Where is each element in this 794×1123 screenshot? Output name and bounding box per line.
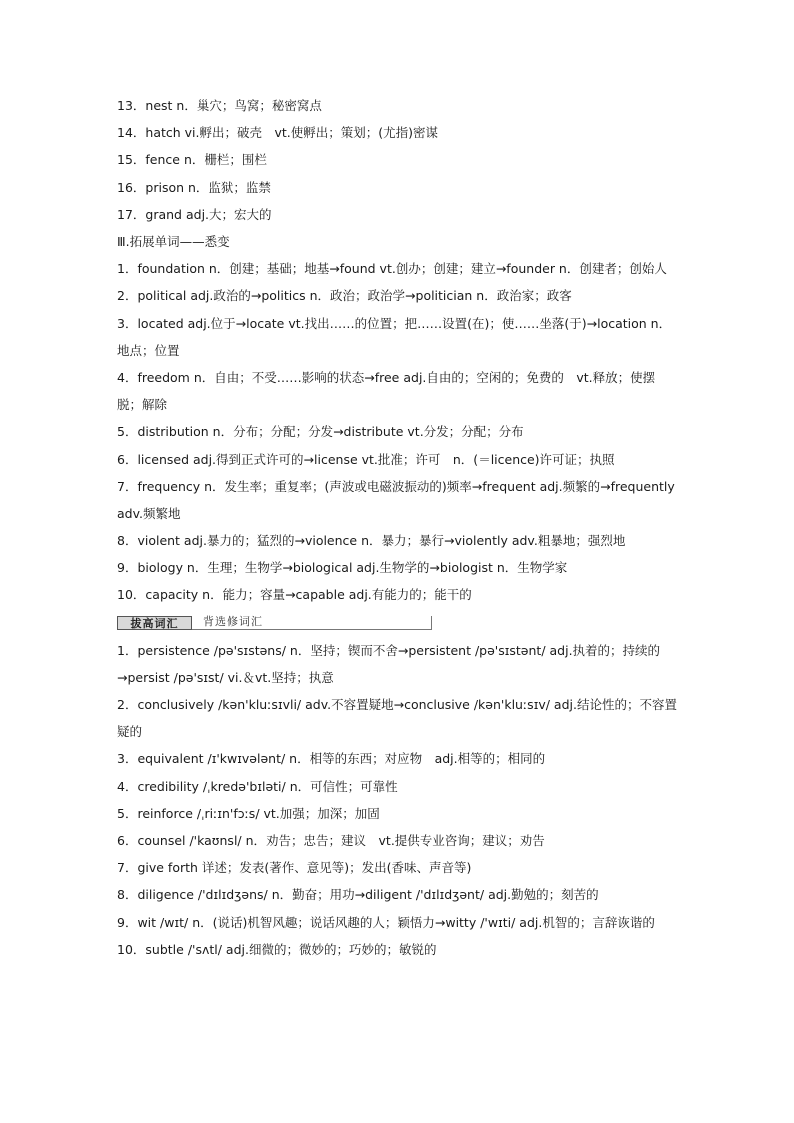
list-item: 9．wit /wɪt/ n．(说话)机智风趣；说话风趣的人；颖悟力→witty /'wɪti/ adj.机智的；言辞诙谐的 xyxy=(117,914,655,930)
list-item: 2．conclusively /kən'kluːsɪvli/ adv.不容置疑地→conclusive /kən'kluːsɪv/ adj.结论性的；不容置疑的 xyxy=(117,697,677,740)
list-item: 2．political adj.政治的→politics n．政治；政治学→politician n．政治家；政客 xyxy=(117,288,572,304)
banner-label: 拔高词汇 xyxy=(117,616,192,630)
list-item: 5．reinforce /ˌriːɪn'fɔːs/ vt.加强；加深；加固 xyxy=(117,805,380,821)
list-item: 1．persistence /pə'sɪstəns/ n．坚持；锲而不舍→persistent /pə'sɪstənt/ adj.执着的；持续的→persist /pə'sɪst/ vi.＆vt.坚持；执意 xyxy=(117,642,661,685)
banner-underline xyxy=(192,629,432,630)
list-item: 9．biology n．生理；生物学→biological adj.生物学的→biologist n．生物学家 xyxy=(117,560,568,576)
list-item: 6．licensed adj.得到正式许可的→license vt.批准；许可 n．(＝licence)许可证；执照 xyxy=(117,451,615,467)
list-item: 16．prison n．监狱；监禁 xyxy=(117,179,271,195)
list-item: 17．grand adj.大；宏大的 xyxy=(117,206,272,222)
vocabulary-content xyxy=(117,92,679,963)
section-heading: Ⅲ.拓展单词——悉变 xyxy=(117,233,230,249)
list-item: 7．frequency n．发生率；重复率；(声波或电磁波振动的)频率→frequent adj.频繁的→frequently adv.频繁地 xyxy=(117,478,675,521)
banner-end-mark xyxy=(431,616,432,630)
list-item: 1．foundation n．创建；基础；地基→found vt.创办；创建；建立→founder n．创建者；创始人 xyxy=(117,261,667,277)
list-item: 4．freedom n．自由；不受……影响的状态→free adj.自由的；空闲的；免费的 vt.释放；使摆脱；解除 xyxy=(117,369,656,413)
list-item: 8．diligence /'dɪlɪdʒəns/ n．勤奋；用功→diligent /'dɪlɪdʒənt/ adj.勤勉的；刻苦的 xyxy=(117,887,599,903)
list-item: 3．located adj.位于→locate vt.找出……的位置；把……设置(在)；使……坐落(于)→location n．地点；位置 xyxy=(117,315,672,358)
list-item: 4．credibility /ˌkredə'bɪləti/ n．可信性；可靠性 xyxy=(117,778,398,794)
list-item: 10．subtle /'sʌtl/ adj.细微的；微妙的；巧妙的；敏锐的 xyxy=(117,941,437,957)
list-item: 5．distribution n．分布；分配；分发→distribute vt.分发；分配；分布 xyxy=(117,424,524,440)
list-item: 10．capacity n．能力；容量→capable adj.有能力的；能干的 xyxy=(117,587,472,603)
banner-text: 背选修词汇 xyxy=(203,614,263,628)
list-item: 3．equivalent /ɪ'kwɪvələnt/ n．相等的东西；对应物 adj.相等的；相同的 xyxy=(117,751,546,767)
section-banner xyxy=(117,610,679,636)
list-item: 6．counsel /'kaʊnsl/ n．劝告；忠告；建议 vt.提供专业咨询；建议；劝告 xyxy=(117,833,545,849)
list-item: 13．nest n．巢穴；鸟窝；秘密窝点 xyxy=(117,98,322,113)
list-item: 7．give forth 详述；发表(著作、意见等)；发出(香味、声音等) xyxy=(117,860,472,876)
list-item: 8．violent adj.暴力的；猛烈的→violence n．暴力；暴行→violently adv.粗暴地；强烈地 xyxy=(117,533,626,549)
list-item: 14．hatch vi.孵出；破壳 vt.使孵出；策划；(尤指)密谋 xyxy=(117,125,439,141)
list-item: 15．fence n．栅栏；围栏 xyxy=(117,152,267,168)
